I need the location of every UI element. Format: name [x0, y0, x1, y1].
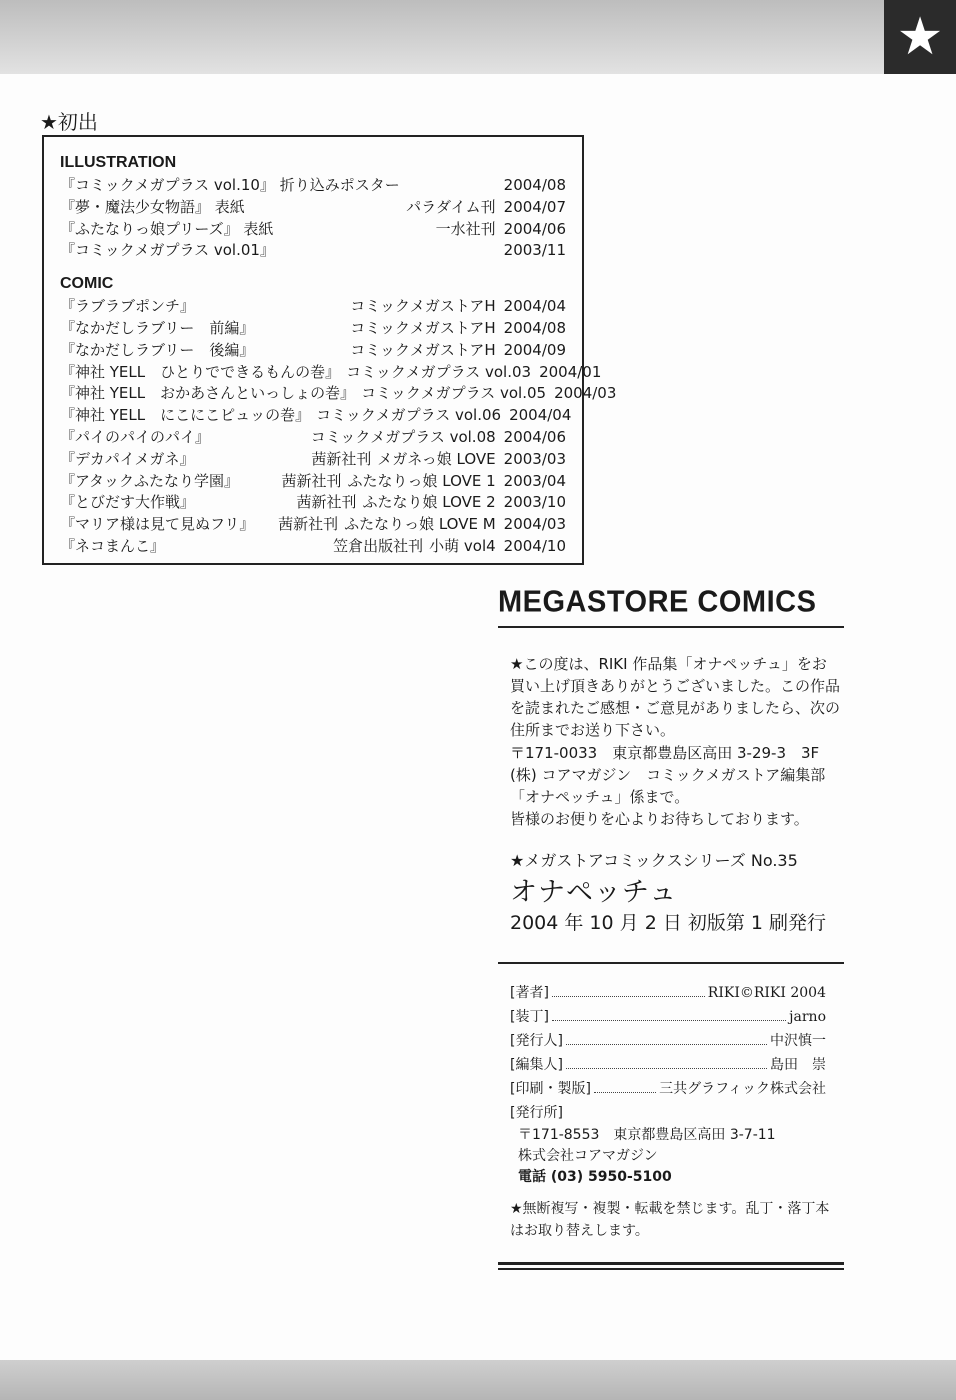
entry-date: 2003/11 — [503, 241, 566, 260]
publication-date: 2004 年 10 月 2 日 初版第 1 刷発行 — [510, 912, 827, 934]
editorial-address — [510, 742, 840, 808]
publisher-phone: 電話 (03) 5950-5100 — [518, 1169, 672, 1185]
leader-dots — [552, 996, 705, 997]
entry-date: 2004/06 — [503, 219, 566, 238]
entry-source: 茜新社刊 — [281, 471, 342, 490]
entry-source: 茜新社刊 — [278, 515, 339, 534]
entry-date: 2004/08 — [503, 318, 566, 337]
entry-date: 2003/03 — [503, 449, 566, 468]
entry-title: 『パイのパイのパイ』 — [60, 427, 211, 446]
entry-title: 『神社 YELL おかあさんといっしょの巻』 — [60, 384, 356, 403]
first-publication-box — [42, 135, 617, 565]
entry-date: 2004/09 — [503, 340, 566, 359]
comic-list — [60, 296, 617, 558]
entry-title: 『ラブラブポンチ』 — [60, 297, 196, 316]
entry-source: 一水社刊 — [435, 219, 496, 238]
publisher-company: 株式会社コアマガジン — [518, 1148, 658, 1164]
entry-title: 『神社 YELL ひとりでできるもんの巻』 — [60, 362, 341, 381]
bottom-gray-band — [0, 1360, 956, 1400]
reader-message — [510, 653, 840, 741]
top-gray-band — [0, 0, 884, 74]
logo-underline — [498, 626, 844, 628]
credit-value: 三共グラフィック株式会社 — [659, 1081, 826, 1097]
entry-date: 2004/08 — [503, 176, 566, 194]
leader-dots — [594, 1092, 656, 1093]
entry-extra: コミックメガプラス vol.03 — [346, 362, 532, 381]
address-line-2: (株) コアマガジン コミックメガストア編集部 — [510, 766, 826, 784]
comic-row — [60, 318, 566, 340]
entry-title: 『ネコまんこ』 — [60, 536, 166, 555]
entry-date: 2004/04 — [509, 406, 572, 425]
closing-message — [510, 808, 840, 830]
copyright-notice: ★無断複写・複製・転載を禁じます。乱丁・落丁本はお取り替えします。 — [510, 1201, 830, 1239]
credits-block — [510, 981, 826, 1188]
first-publication-heading: ★初出 — [40, 110, 98, 134]
entry-source: 笠倉出版社刊 — [333, 536, 424, 555]
entry-date: 2004/06 — [503, 427, 566, 446]
credit-value: jarno — [789, 1009, 826, 1025]
entry-title: 『なかだしラブリー 後編』 — [60, 340, 255, 359]
entry-title: 『デカパイメガネ』 — [60, 449, 195, 468]
entry-extra: 小萌 vol4 — [429, 536, 496, 555]
entry-title: 『ふたなりっ娘プリーズ』 表紙 — [60, 219, 274, 238]
credit-label: [著者] — [510, 985, 549, 1001]
credit-value: RIKI©RIKI 2004 — [707, 985, 826, 1001]
credit-value: 中沢慎一 — [770, 1033, 826, 1049]
entry-source: 茜新社刊 — [311, 449, 372, 468]
illustration-list — [60, 175, 566, 262]
credit-label: [発行人] — [510, 1033, 563, 1049]
entry-extra: コミックメガプラス vol.08 — [310, 427, 496, 446]
illustration-row — [60, 219, 566, 241]
credit-row — [510, 1053, 826, 1077]
credit-row — [510, 1077, 826, 1101]
credits-top-rule — [498, 962, 844, 964]
bottom-rule-2 — [498, 1268, 844, 1270]
publisher-postal: 〒171-8553 東京都豊島区高田 3-7-11 — [518, 1127, 776, 1143]
entry-title: 『コミックメガプラス vol.01』 — [60, 241, 275, 260]
comic-row — [60, 383, 617, 405]
series-label: ★メガストアコミックスシリーズ No.35 — [510, 851, 798, 870]
closing-text: 皆様のお便りを心よりお待ちしております。 — [510, 810, 809, 828]
entry-extra: ふたなりっ娘 LOVE 1 — [347, 471, 496, 490]
entry-extra: コミックメガストアH — [350, 297, 496, 316]
message-text: ★この度は、RIKI 作品集「オナペッチュ」をお買い上げ頂きありがとうございました。この作品を読まれたご感想・ご意見がありましたら、次の住所までお送り下さい。 — [510, 655, 841, 739]
comic-row — [60, 471, 566, 493]
leader-dots — [566, 1068, 767, 1069]
entry-date: 2004/10 — [503, 536, 566, 555]
comic-row — [60, 427, 566, 449]
entry-extra: コミックメガプラス vol.05 — [361, 384, 547, 403]
leader-dots — [552, 1020, 786, 1021]
entry-title: 『マリア様は見て見ぬフリ』 — [60, 515, 255, 534]
entry-date: 2003/04 — [503, 471, 566, 490]
comic-row — [60, 536, 566, 558]
corner-star-icon: ★ — [884, 0, 956, 74]
comic-row — [60, 449, 566, 471]
entry-extra: コミックメガプラス vol.06 — [316, 406, 502, 425]
entry-title: 『なかだしラブリー 前編』 — [60, 318, 255, 337]
credit-list — [510, 981, 826, 1101]
credit-row — [510, 1005, 826, 1029]
credit-label: [印刷・製版] — [510, 1081, 591, 1097]
entry-extra: コミックメガストアH — [350, 340, 496, 359]
address-line-3: 「オナペッチュ」係まで。 — [510, 788, 690, 806]
entry-extra: メガネっ娘 LOVE — [377, 449, 496, 468]
comic-row — [60, 296, 566, 318]
credit-row — [510, 981, 826, 1005]
comic-section-label: COMIC — [60, 275, 114, 293]
illustration-row — [60, 240, 566, 262]
entry-date: 2003/10 — [503, 493, 566, 512]
entry-title: 『神社 YELL にこにこピュッの巻』 — [60, 406, 311, 425]
comic-row — [60, 492, 566, 514]
entry-title: 『夢・魔法少女物語』 表紙 — [60, 197, 245, 216]
credit-label: [編集人] — [510, 1057, 563, 1073]
credit-label: [装丁] — [510, 1009, 549, 1025]
entry-extra: ふたなり娘 LOVE 2 — [362, 493, 496, 512]
comic-row — [60, 514, 566, 536]
entry-date: 2004/04 — [503, 297, 566, 316]
entry-source: パラダイム刊 — [406, 197, 496, 216]
credit-value: 島田 崇 — [770, 1057, 826, 1073]
illustration-row — [60, 175, 566, 197]
entry-date: 2004/03 — [554, 384, 617, 403]
credit-row — [510, 1029, 826, 1053]
publisher-label: [発行所] — [510, 1105, 563, 1121]
bottom-rule-1 — [498, 1262, 844, 1265]
illustration-section-label: ILLUSTRATION — [60, 154, 177, 171]
entry-date: 2004/07 — [503, 197, 566, 216]
book-title: オナペッチュ — [510, 877, 678, 908]
entry-title: 『アタックふたなり学園』 — [60, 471, 239, 490]
entry-title: 『とびだす大作戦』 — [60, 493, 196, 512]
comic-row — [60, 362, 602, 384]
comic-row — [60, 340, 566, 362]
publisher-label-row — [510, 1101, 826, 1125]
entry-title: 『コミックメガプラス vol.10』 折り込みポスター — [60, 176, 400, 194]
entry-extra: ふたなりっ娘 LOVE M — [344, 515, 496, 534]
publisher-address — [510, 1125, 826, 1188]
entry-date: 2004/01 — [539, 362, 602, 381]
address-line-1: 〒171-0033 東京都豊島区高田 3-29-3 3F — [510, 744, 820, 762]
entry-extra: コミックメガストアH — [350, 318, 496, 337]
entry-source: 茜新社刊 — [296, 493, 357, 512]
megastore-comics-logo: MEGASTORE COMICS — [498, 585, 817, 619]
entry-date: 2004/03 — [503, 515, 566, 534]
illustration-row — [60, 197, 566, 219]
leader-dots — [566, 1044, 767, 1045]
comic-row — [60, 405, 572, 427]
